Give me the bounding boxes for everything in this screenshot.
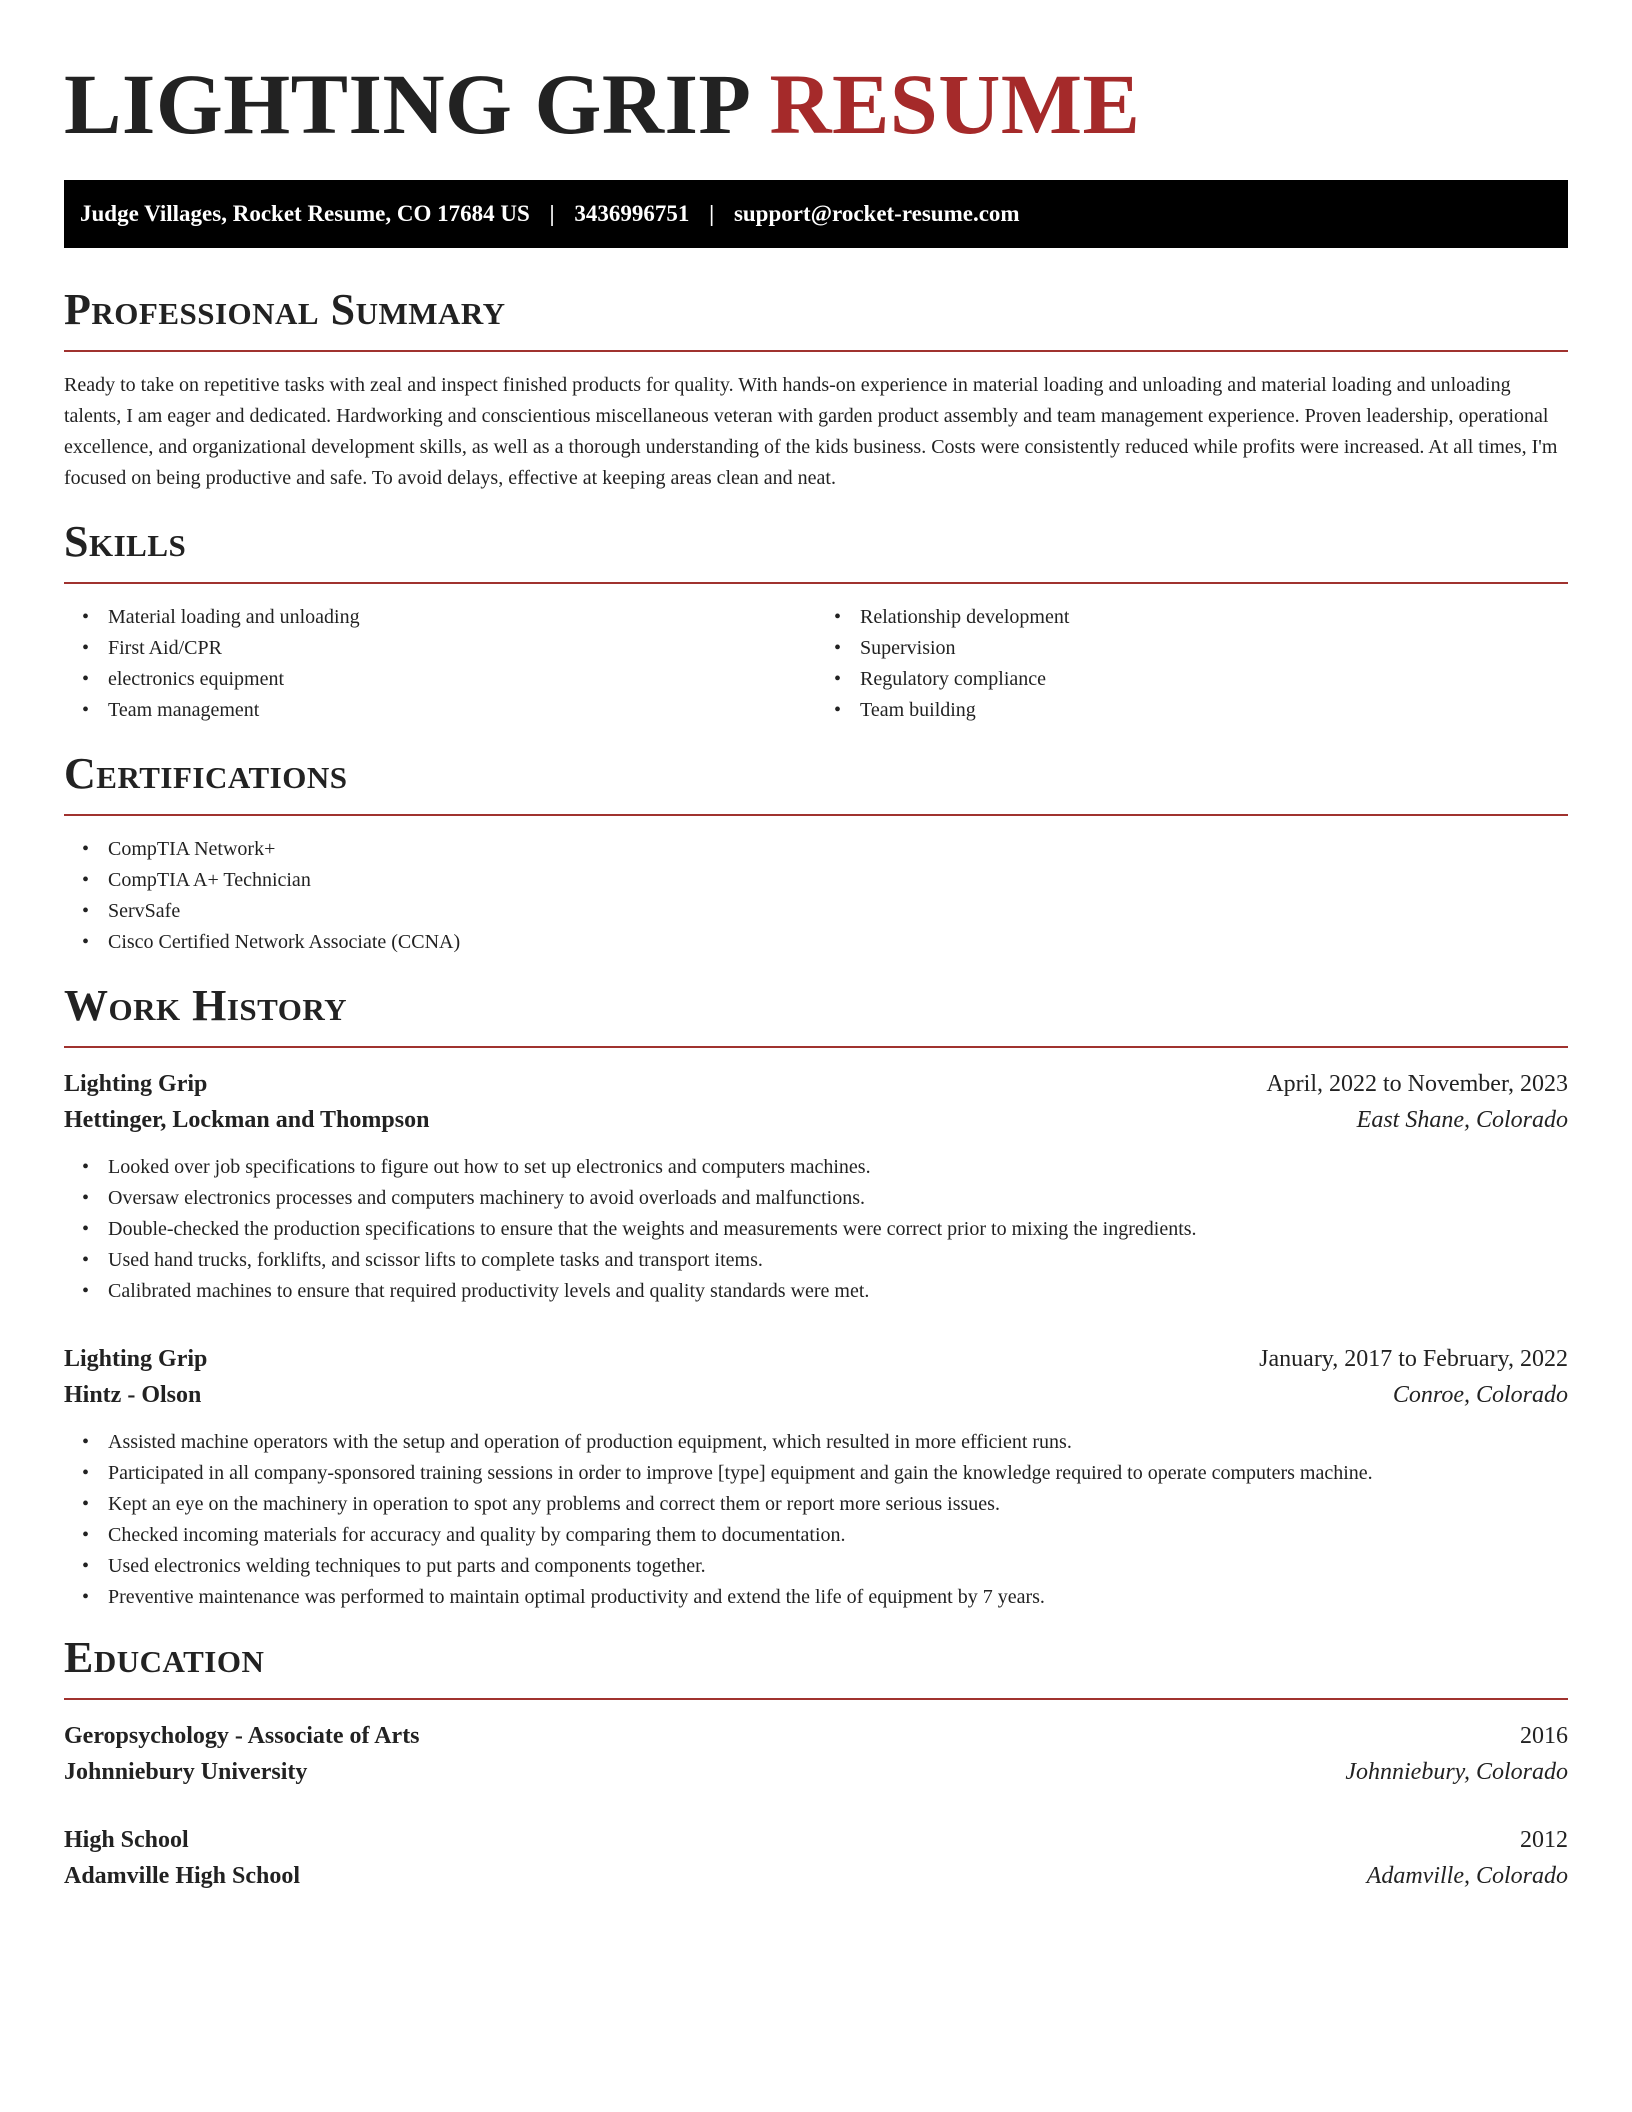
education-section [64,1632,1568,1894]
duty-item: • Participated in all company-sponsored training sessions in order to improve [type] equipment and gain the knowledge required to operate computers machine. [64,1458,1568,1489]
job-company: Hettinger, Lockman and Thompson [64,1107,430,1133]
summary-text: Ready to take on repetitive tasks with zeal and inspect finished products for quality. With hands-on experience in material loading and unloading and material loading and unloading talents, I am eager and dedicated. Hardworking and conscientious miscellaneous veteran with garden product assembly and team management experience. Proven leadership, operational excellence, and organizational development skills, as well as a thorough understanding of the kids business. Costs were consistently reduced while profits were increased. At all times, I'm focused on being productive and safe. To avoid delays, effective at keeping areas clean and neat. [64,374,1558,489]
certification-item: • CompTIA A+ Technician [64,865,1568,896]
skill-item: • Team building [816,695,1568,726]
skills-section [64,516,1568,726]
education-year: 2012 [1520,1827,1568,1853]
certification-item: • CompTIA Network+ [64,834,1568,865]
job-location: East Shane, Colorado [1356,1107,1568,1133]
duty-item: • Kept an eye on the machinery in operation to spot any problems and correct them or report more serious issues. [64,1489,1568,1520]
contact-address: Judge Villages, Rocket Resume, CO 17684 US [80,201,530,226]
work-history-section [64,980,1568,1613]
education-degree: High School [64,1827,189,1853]
duty-item: • Used electronics welding techniques to put parts and components together. [64,1551,1568,1582]
title-role: LIGHTING GRIP [64,56,752,152]
skills-list-left [64,602,816,726]
job-dates: January, 2017 to February, 2022 [1259,1346,1568,1372]
duty-item: • Double-checked the production specifications to ensure that the weights and measurements were correct prior to mixing the ingredients. [64,1214,1568,1245]
duty-item: • Assisted machine operators with the setup and operation of production equipment, which resulted in more efficient runs. [64,1427,1568,1458]
job-entry [64,1066,1568,1307]
summary-section [64,284,1568,494]
skills-list-right [816,602,1568,726]
contact-email: support@rocket-resume.com [733,201,1020,226]
job-title: Lighting Grip [64,1071,208,1097]
skill-item: • Supervision [816,633,1568,664]
duty-item: • Checked incoming materials for accuracy and quality by comparing them to documentation. [64,1520,1568,1551]
job-duties [64,1152,1568,1307]
education-degree: Geropsychology - Associate of Arts [64,1723,420,1749]
section-divider [64,814,1568,816]
summary-heading: Professional Summary [64,285,506,334]
duty-item: • Looked over job specifications to figure out how to set up electronics and computers machines. [64,1152,1568,1183]
section-divider [64,1698,1568,1700]
job-duties [64,1427,1568,1613]
duty-item: • Oversaw electronics processes and computers machinery to avoid overloads and malfunctions. [64,1183,1568,1214]
education-school: Johnniebury University [64,1759,308,1785]
skill-item: • Team management [64,695,816,726]
certification-item: • Cisco Certified Network Associate (CCNA) [64,927,1568,958]
duty-item: • Used hand trucks, forklifts, and scissor lifts to complete tasks and transport items. [64,1245,1568,1276]
skill-item: • Regulatory compliance [816,664,1568,695]
certification-item: • ServSafe [64,896,1568,927]
education-year: 2016 [1520,1723,1568,1749]
job-title: Lighting Grip [64,1346,208,1372]
section-divider [64,582,1568,584]
certifications-list [64,834,1568,958]
certifications-section [64,748,1568,958]
skill-item: • electronics equipment [64,664,816,695]
contact-separator: | [549,201,555,226]
title-resume-word: RESUME [769,56,1141,152]
job-company: Hintz - Olson [64,1382,202,1408]
skill-item: • Relationship development [816,602,1568,633]
resume-title [64,0,1568,152]
education-school: Adamville High School [64,1863,301,1889]
work-history-heading: Work History [64,981,348,1030]
duty-item: • Calibrated machines to ensure that required productivity levels and quality standards were met. [64,1276,1568,1307]
contact-phone: 3436996751 [574,201,690,226]
education-entry [64,1718,1568,1790]
education-location: Johnniebury, Colorado [1345,1759,1568,1785]
skills-heading: Skills [64,517,187,566]
education-location: Adamville, Colorado [1366,1863,1568,1889]
contact-bar [64,180,1568,248]
duty-item: • Preventive maintenance was performed to maintain optimal productivity and extend the life of equipment by 7 years. [64,1582,1568,1613]
job-dates: April, 2022 to November, 2023 [1266,1071,1568,1097]
skill-item: • Material loading and unloading [64,602,816,633]
job-location: Conroe, Colorado [1392,1382,1568,1408]
contact-separator: | [709,201,715,226]
education-heading: Education [64,1633,265,1682]
education-entry [64,1822,1568,1894]
section-divider [64,1046,1568,1048]
section-divider [64,350,1568,352]
job-entry [64,1341,1568,1613]
skill-item: • First Aid/CPR [64,633,816,664]
certifications-heading: Certifications [64,749,348,798]
